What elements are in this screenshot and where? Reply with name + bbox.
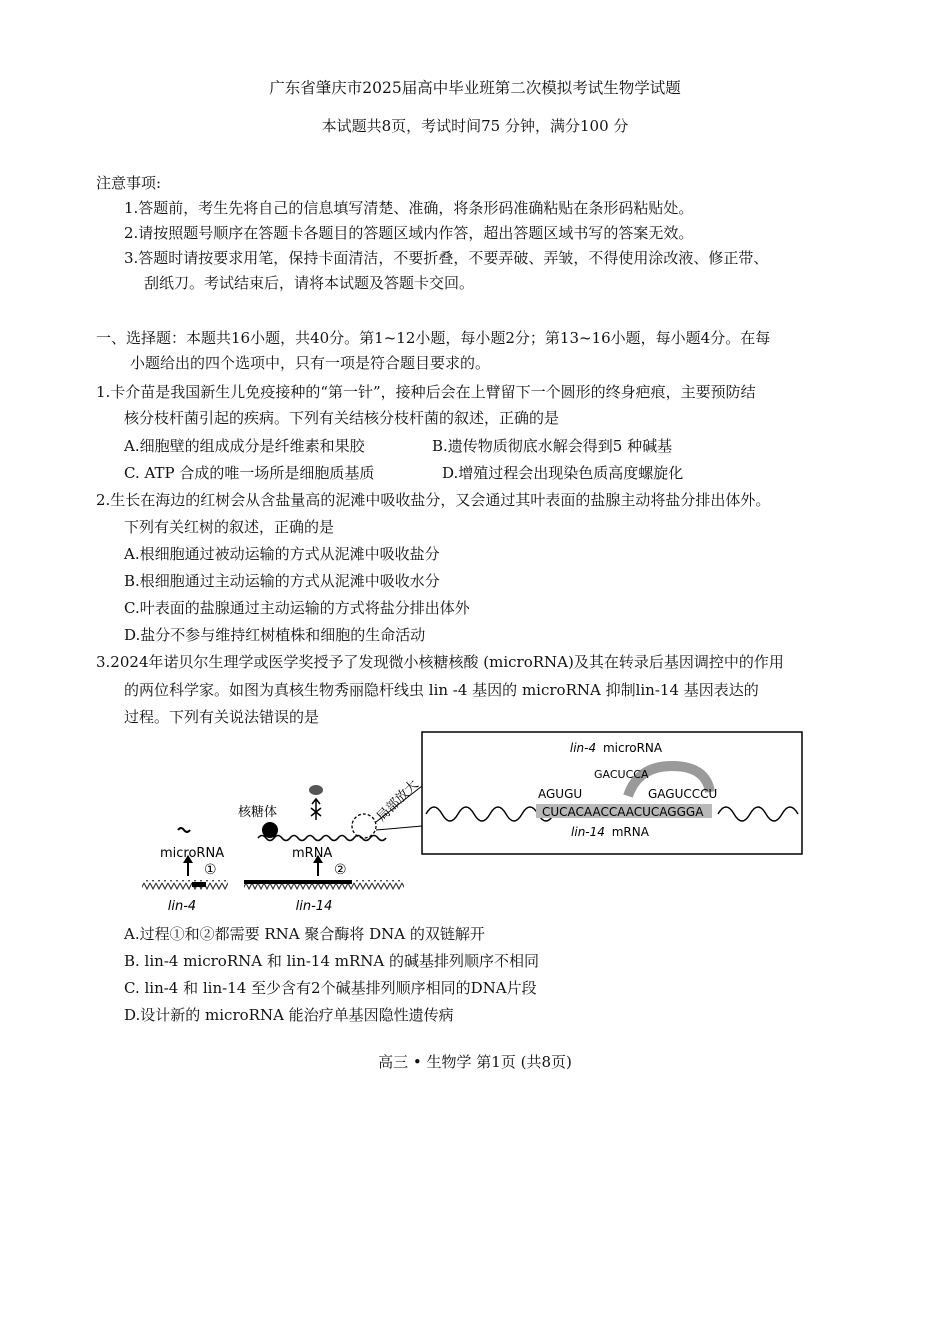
lin4-microRNA-diagram [138, 730, 808, 916]
box-mRNA-label: lin-14 mRNA [571, 825, 649, 839]
question-1-option-b: B.遗传物质彻底水解会得到5 种碱基 [432, 437, 673, 455]
question-1-stem: 1.卡介苗是我国新生儿免疫接种的“第一针”，接种后会在上臂留下一个圆形的终身疤痕，主要预防结 [96, 383, 756, 401]
protein-icon [309, 785, 323, 795]
lin4-gene-segment [192, 882, 206, 887]
lin14-gene-segment [244, 880, 352, 884]
question-3-option-b: B. lin-4 microRNA 和 lin-14 mRNA 的碱基排列顺序不相同 [124, 952, 540, 970]
zoom-label: 局部放大 [374, 777, 422, 825]
box-microRNA-label: lin-4 microRNA [569, 741, 663, 755]
microRNA-squiggle [178, 828, 190, 832]
question-3-stem-cont: 的两位科学家。如图为真核生物秀丽隐杆线虫 lin -4 基因的 microRNA 抑制lin-14 基因表达的 [124, 681, 759, 699]
question-2-option-a: A.根细胞通过被动运输的方式从泥滩中吸收盐分 [124, 545, 440, 563]
ribosome-icon [262, 822, 278, 838]
question-1-option-a: A.细胞壁的组成成分是纤维素和果胶 [124, 437, 365, 455]
question-3-option-d: D.设计新的 microRNA 能治疗单基因隐性遗传病 [124, 1006, 454, 1024]
lin4-label: lin-4 [167, 899, 197, 914]
question-2-stem: 2.生长在海边的红树会从含盐量高的泥滩中吸收盐分，又会通过其叶表面的盐腺主动将盐分排出体外。 [96, 491, 771, 509]
exam-title: 广东省肇庆市2025届高中毕业班第二次模拟考试生物学试题 [269, 79, 681, 97]
notice-item: 2.请按照题号顺序在答题卡各题目的答题区域内作答，超出答题区域书写的答案无效。 [124, 224, 694, 242]
seq-right: GAGUCCCU [648, 787, 718, 801]
question-2-option-d: D.盐分不参与维持红树植株和细胞的生命活动 [124, 626, 426, 644]
seq-loop: GACUCCA [594, 768, 649, 781]
question-3-option-c: C. lin-4 和 lin-14 至少含有2个碱基排列顺序相同的DNA片段 [124, 979, 537, 997]
notice-item: 刮纸刀。考试结束后，请将本试题及答题卡交回。 [144, 274, 475, 292]
page-footer: 高三 • 生物学 第1页 (共8页) [378, 1053, 572, 1071]
lin14-label: lin-14 [295, 899, 333, 914]
seq-bottom: CUCACAACCAACUCAGGGA [542, 805, 704, 819]
question-2-option-c: C.叶表面的盐腺通过主动运输的方式将盐分排出体外 [124, 599, 470, 617]
section-heading-cont: 小题给出的四个选项中，只有一项是符合题目要求的。 [130, 354, 491, 372]
question-1-option-d: D.增殖过程会出现染色质高度螺旋化 [442, 464, 684, 482]
notice-heading: 注意事项: [96, 174, 162, 192]
microRNA-label: microRNA [160, 846, 225, 861]
notice-item: 1.答题前，考生先将自己的信息填写清楚、准确，将条形码准确粘贴在条形码粘贴处。 [124, 199, 694, 217]
notice-item: 3.答题时请按要求用笔，保持卡面清洁，不要折叠，不要弄破、弄皱，不得使用涂改液、修正带、 [124, 249, 769, 267]
question-3-stem: 3.2024年诺贝尔生理学或医学奖授予了发现微小核糖核酸 (microRNA)及其在转录后基因调控中的作用 [96, 653, 784, 671]
lin4-dna-strand [142, 880, 228, 890]
zoom-region-circle [352, 814, 376, 838]
step-2-label: ② [334, 862, 347, 878]
mRNA-label: mRNA [292, 846, 333, 861]
question-3-option-a: A.过程①和②都需要 RNA 聚合酶将 DNA 的双链解开 [124, 925, 485, 943]
seq-left: AGUGU [538, 787, 583, 801]
exam-subtitle: 本试题共8页，考试时间75 分钟，满分100 分 [321, 117, 629, 135]
section-heading: 一、选择题：本题共16小题，共40分。第1~12小题，每小题2分；第13~16小题，每小题4分。在每 [96, 329, 771, 347]
ribosome-label: 核糖体 [238, 805, 278, 820]
question-2-stem-cont: 下列有关红树的叙述，正确的是 [124, 518, 335, 536]
question-1-stem-cont: 核分枝杆菌引起的疾病。下列有关结核分枝杆菌的叙述，正确的是 [124, 409, 560, 427]
step-1-label: ① [204, 862, 217, 878]
question-1-option-c: C. ATP 合成的唯一场所是细胞质基质 [124, 464, 375, 482]
question-3-stem-cont: 过程。下列有关说法错误的是 [124, 708, 320, 726]
question-2-option-b: B.根细胞通过主动运输的方式从泥滩中吸收水分 [124, 572, 440, 590]
